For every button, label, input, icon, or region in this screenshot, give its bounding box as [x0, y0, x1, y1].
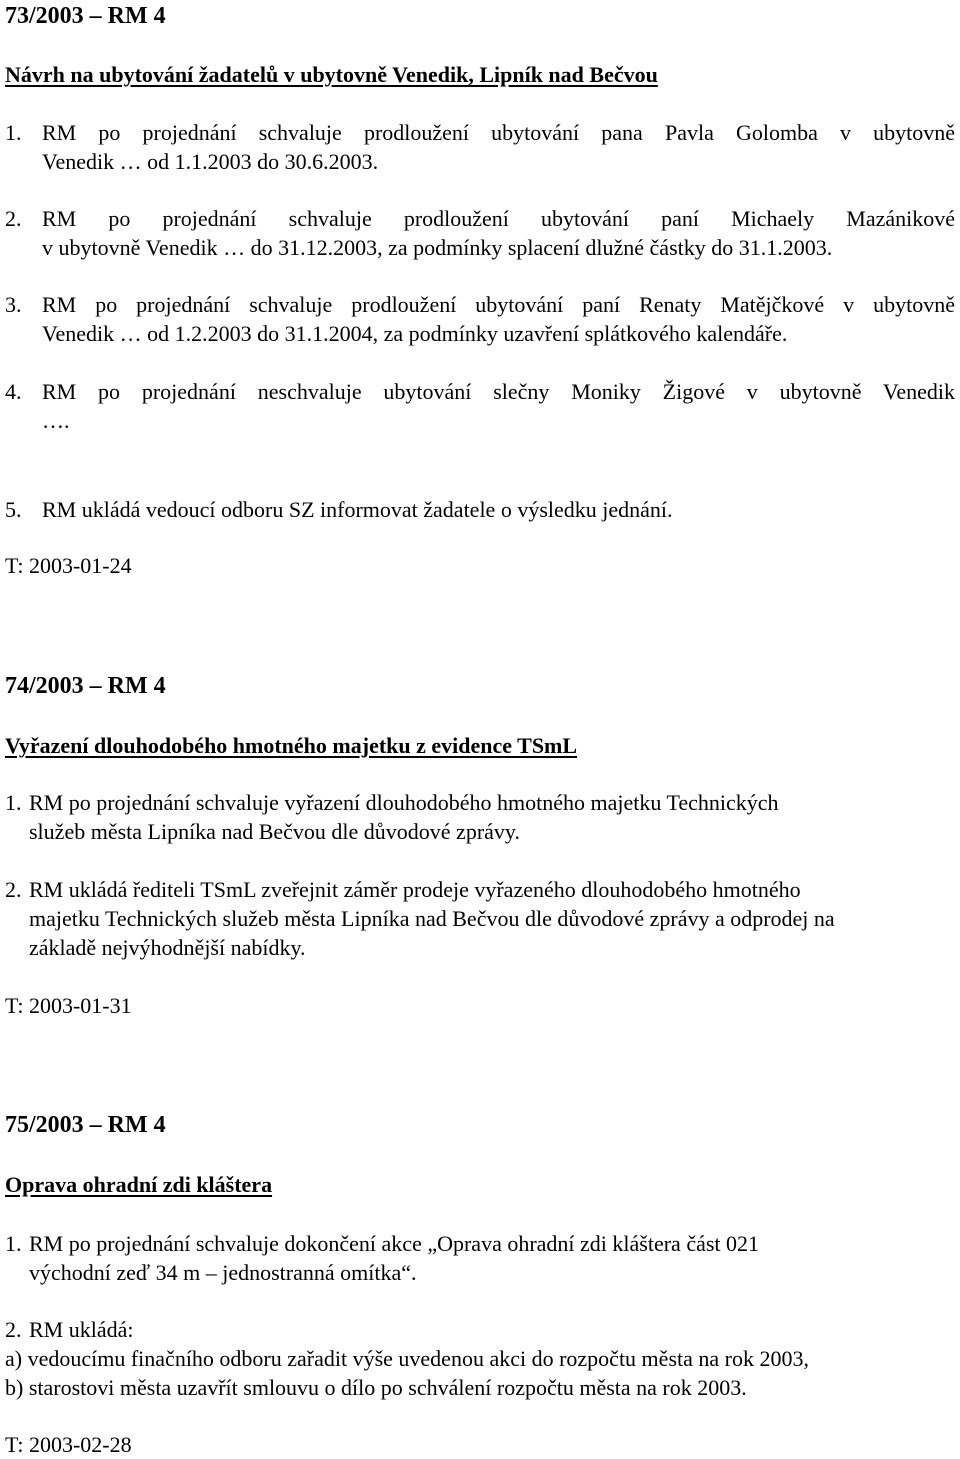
item-number: 1. [5, 120, 22, 145]
item-text-line: RM ukládá: [29, 1317, 134, 1342]
resolution-heading-75: 75/2003 – RM 4 [5, 1112, 166, 1138]
item-text-line: RM po projednání neschvaluje ubytování slečny Moniky Žigové v ubytovně Venedik [42, 379, 955, 404]
item-number: 2. [5, 206, 22, 231]
resolution-item [5, 1315, 955, 1344]
deadline: T: 2003-02-28 [5, 1432, 132, 1457]
resolution-item [5, 788, 955, 846]
resolution-item [5, 495, 955, 524]
sub-item-a: a) vedoucímu finačního odboru zařadit výše uvedenou akci do rozpočtu města na rok 2003, [5, 1346, 809, 1371]
resolution-item [5, 204, 955, 262]
resolution-item [5, 1229, 955, 1287]
item-text-line: RM po projednání schvaluje prodloužení ubytování paní Renaty Matějčkové v ubytovně [42, 292, 955, 317]
item-number: 5. [5, 497, 22, 522]
item-text-line: v ubytovně Venedik … do 31.12.2003, za podmínky splacení dlužné částky do 31.1.2003. [42, 235, 833, 260]
resolution-item [5, 290, 955, 348]
resolution-item [5, 875, 955, 962]
resolution-item [5, 118, 955, 176]
resolution-title-75: Oprava ohradní zdi kláštera [5, 1172, 273, 1197]
resolution-heading-74: 74/2003 – RM 4 [5, 673, 166, 699]
item-text-line: RM po projednání schvaluje vyřazení dlouhodobého hmotného majetku Technických [29, 790, 779, 815]
resolution-title-74: Vyřazení dlouhodobého hmotného majetku z evidence TSmL [5, 733, 578, 758]
item-text-line: RM ukládá vedoucí odboru SZ informovat žadatele o výsledku jednání. [42, 497, 673, 522]
item-text-line: východní zeď 34 m – jednostranná omítka“. [29, 1260, 417, 1285]
resolution-title-73: Návrh na ubytování žadatelů v ubytovně Venedik, Lipník nad Bečvou [5, 62, 658, 87]
item-text-line: RM po projednání schvaluje prodloužení ubytování pana Pavla Golomba v ubytovně [42, 120, 955, 145]
item-text-line: základě nejvýhodnější nabídky. [29, 935, 306, 960]
sub-item-b: b) starostovi města uzavřít smlouvu o dílo po schválení rozpočtu města na rok 2003. [5, 1375, 747, 1400]
item-text-line: …. [42, 408, 70, 433]
item-number: 1. [5, 1231, 22, 1256]
item-number: 3. [5, 292, 22, 317]
item-text-line: majetku Technických služeb města Lipníka nad Bečvou dle důvodové zprávy a odprodej na [29, 906, 835, 931]
item-text-line: Venedik … od 1.1.2003 do 30.6.2003. [42, 149, 379, 174]
resolution-heading-73: 73/2003 – RM 4 [5, 3, 166, 29]
item-text-line: RM po projednání schvaluje dokončení akce „Oprava ohradní zdi kláštera část 021 [29, 1231, 760, 1256]
item-text-line: RM po projednání schvaluje prodloužení ubytování paní Michaely Mazánikové [42, 206, 955, 231]
item-text-line: RM ukládá řediteli TSmL zveřejnit záměr prodeje vyřazeného dlouhodobého hmotného [29, 877, 801, 902]
item-number: 1. [5, 790, 22, 815]
item-text-line: služeb města Lipníka nad Bečvou dle důvodové zprávy. [29, 819, 520, 844]
item-number: 2. [5, 877, 22, 902]
item-number: 4. [5, 379, 22, 404]
deadline: T: 2003-01-31 [5, 993, 132, 1018]
deadline: T: 2003-01-24 [5, 553, 132, 578]
resolution-item [5, 377, 955, 435]
item-text-line: Venedik … od 1.2.2003 do 31.1.2004, za podmínky uzavření splátkového kalendáře. [42, 321, 788, 346]
item-number: 2. [5, 1317, 22, 1342]
